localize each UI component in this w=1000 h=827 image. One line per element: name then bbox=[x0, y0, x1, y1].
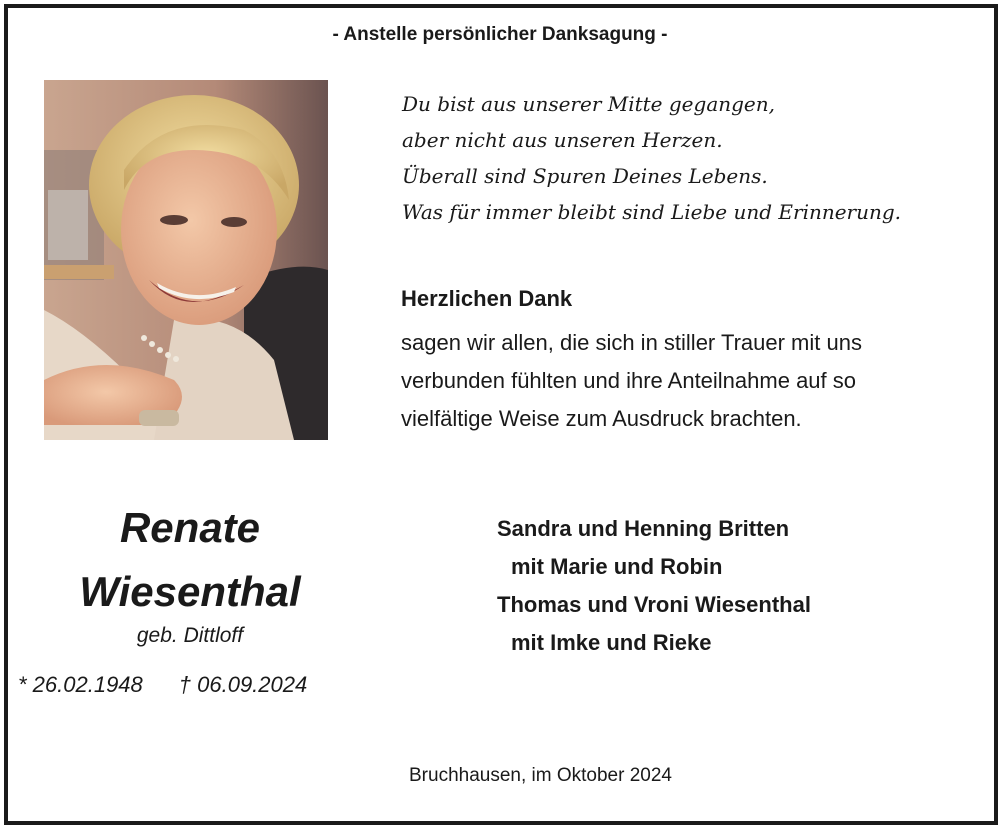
birth-name: geb. Dittloff bbox=[136, 624, 244, 647]
thanks-line: sagen wir allen, die sich in stiller Trauer mit uns bbox=[401, 330, 862, 355]
family-line: Sandra und Henning Britten bbox=[497, 516, 790, 541]
birth-date: * 26.02.1948 bbox=[18, 672, 143, 697]
first-name: Renate bbox=[119, 504, 261, 551]
portrait-photo bbox=[44, 80, 328, 440]
family-line: mit Marie und Robin bbox=[511, 554, 723, 579]
thanks-line: vielfältige Weise zum Ausdruck brachten. bbox=[401, 406, 802, 431]
poem-line: Du bist aus unserer Mitte gegangen, bbox=[402, 92, 775, 116]
deceased-name bbox=[40, 496, 340, 624]
poem-line: aber nicht aus unseren Herzen. bbox=[402, 128, 723, 152]
poem-line: Überall sind Spuren Deines Lebens. bbox=[402, 164, 768, 188]
place-and-date: Bruchhausen, im Oktober 2024 bbox=[409, 765, 672, 786]
last-name: Wiesenthal bbox=[79, 568, 301, 615]
memorial-poem bbox=[402, 86, 962, 230]
thanks-text bbox=[401, 324, 971, 438]
thanks-line: verbunden fühlten und ihre Anteilnahme auf so bbox=[401, 368, 856, 393]
thanks-title: Herzlichen Dank bbox=[401, 286, 573, 311]
family-signature bbox=[497, 510, 917, 662]
family-line: mit Imke und Rieke bbox=[511, 630, 712, 655]
poem-line: Was für immer bleibt sind Liebe und Erinnerung. bbox=[402, 200, 902, 224]
notice-header: - Anstelle persönlicher Danksagung - bbox=[332, 24, 668, 45]
family-line: Thomas und Vroni Wiesenthal bbox=[497, 592, 811, 617]
life-dates bbox=[18, 672, 343, 698]
death-date: † 06.09.2024 bbox=[178, 672, 308, 697]
